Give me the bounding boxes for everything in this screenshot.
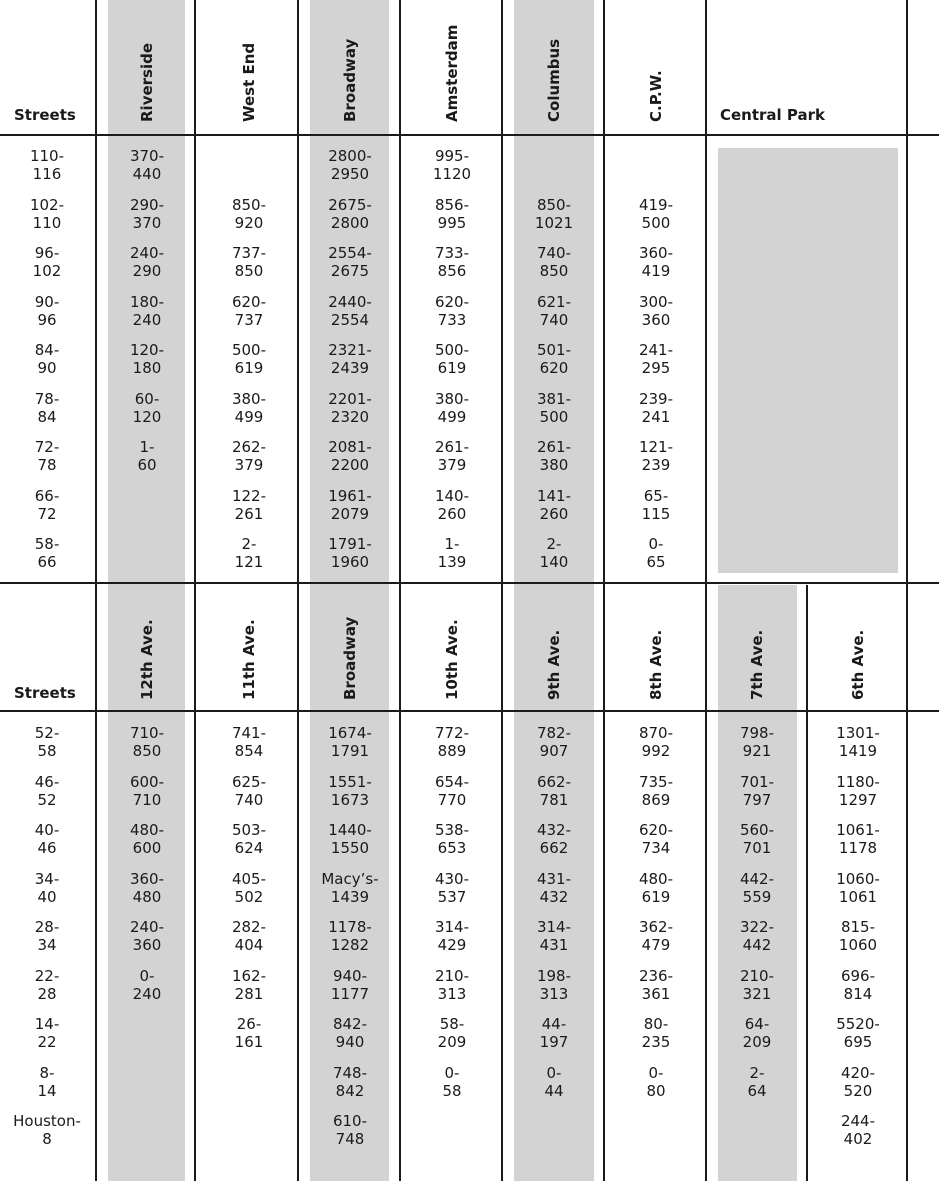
address-range: 5520- 695	[836, 1015, 880, 1051]
address-range: 995- 1120	[432, 147, 472, 183]
address-range: 300- 360	[638, 292, 674, 329]
street-range: 90- 96	[34, 292, 60, 329]
street-range: 58- 66	[34, 535, 60, 571]
column-header-c-p-w-: C.P.W.	[647, 70, 665, 122]
address-range: 1551- 1673	[328, 772, 372, 809]
address-range: 2554- 2675	[328, 244, 372, 280]
column-header-11th-ave-: 11th Ave.	[240, 619, 258, 700]
address-range: 1791- 1960	[328, 535, 372, 571]
column-divider	[399, 0, 401, 1181]
column-divider	[297, 0, 299, 1181]
street-range: 22- 28	[34, 966, 60, 1003]
address-range: 381- 500	[536, 389, 572, 426]
street-range: 78- 84	[34, 389, 60, 426]
address-range: 1178- 1282	[328, 918, 372, 954]
address-range: 430- 537	[434, 869, 470, 906]
address-range: 122- 261	[231, 486, 267, 523]
address-range: 180- 240	[129, 292, 165, 329]
address-range: 2675- 2800	[328, 195, 372, 232]
address-range: 500- 619	[434, 341, 470, 377]
address-range: 600- 710	[129, 772, 165, 809]
address-range: 141- 260	[536, 486, 572, 523]
address-range: 420- 520	[840, 1063, 876, 1100]
address-range: 80- 235	[641, 1015, 671, 1051]
address-range: 1301- 1419	[836, 724, 880, 760]
address-range: 940- 1177	[330, 966, 370, 1003]
address-range: 701- 797	[739, 772, 775, 809]
address-range: 560- 701	[739, 821, 775, 857]
address-range: 362- 479	[638, 918, 674, 954]
street-range: 102- 110	[29, 195, 65, 232]
address-range: 0- 240	[132, 966, 162, 1003]
address-range: 360- 480	[129, 869, 165, 906]
address-range: 850- 920	[231, 195, 267, 232]
address-range: 322- 442	[739, 918, 775, 954]
address-range: 261- 380	[536, 438, 572, 474]
street-range: 14- 22	[34, 1015, 60, 1051]
street-range: 28- 34	[34, 918, 60, 954]
column-header-columbus: Columbus	[545, 38, 563, 122]
column-header-riverside: Riverside	[138, 42, 156, 122]
address-range: 240- 360	[129, 918, 165, 954]
address-range: 290- 370	[129, 195, 165, 232]
address-range: 282- 404	[231, 918, 267, 954]
address-range: 210- 321	[739, 966, 775, 1003]
streets-header-lower: Streets	[14, 684, 76, 702]
column-header-broadway: Broadway	[341, 38, 359, 122]
address-range: 240- 290	[129, 244, 165, 280]
address-range: 1961- 2079	[328, 486, 372, 523]
address-range: 64- 209	[742, 1015, 772, 1051]
address-range: 1- 60	[137, 438, 157, 474]
address-range: 432- 662	[536, 821, 572, 857]
header-rule-lower	[0, 710, 939, 712]
address-range: 442- 559	[739, 869, 775, 906]
address-range: 500- 619	[231, 341, 267, 377]
column-divider	[194, 0, 196, 1181]
address-range: 380- 499	[434, 389, 470, 426]
column-divider	[806, 585, 808, 1181]
address-range: 261- 379	[434, 438, 470, 474]
address-range: 244- 402	[840, 1112, 876, 1148]
address-range: 1061- 1178	[836, 821, 880, 857]
column-divider	[705, 0, 707, 1181]
section-divider	[0, 582, 939, 584]
address-range: 2201- 2320	[328, 389, 372, 426]
address-range: 405- 502	[231, 869, 267, 906]
street-range: 110- 116	[29, 147, 65, 183]
street-range: 8- 14	[37, 1063, 57, 1100]
address-range: 503- 624	[231, 821, 267, 857]
address-range: 737- 850	[231, 244, 267, 280]
address-range: 58- 209	[437, 1015, 467, 1051]
street-range: 34- 40	[34, 869, 60, 906]
address-range: 2- 140	[539, 535, 569, 571]
address-range: 2- 64	[747, 1063, 767, 1100]
address-range: 620- 733	[434, 292, 470, 329]
address-range: 621- 740	[536, 292, 572, 329]
street-range: 40- 46	[34, 821, 60, 857]
address-range: 710- 850	[129, 724, 165, 760]
column-header-8th-ave-: 8th Ave.	[647, 629, 665, 700]
address-range: 431- 432	[536, 869, 572, 906]
address-range: 60- 120	[132, 389, 162, 426]
address-range: 360- 419	[638, 244, 674, 280]
address-range: 870- 992	[638, 724, 674, 760]
address-range: 2321- 2439	[328, 341, 372, 377]
column-divider	[95, 0, 97, 1181]
address-range: 1060- 1061	[836, 869, 880, 906]
street-range: 72- 78	[34, 438, 60, 474]
column-header-6th-ave-: 6th Ave.	[849, 629, 867, 700]
address-range: 480- 619	[638, 869, 674, 906]
streets-header-upper: Streets	[14, 106, 76, 124]
header-rule-upper	[0, 134, 939, 136]
column-divider	[603, 0, 605, 1181]
address-range: 0- 65	[646, 535, 666, 571]
address-range: 210- 313	[434, 966, 470, 1003]
street-range: 46- 52	[34, 772, 60, 809]
address-range: 44- 197	[539, 1015, 569, 1051]
address-range: 815- 1060	[838, 918, 878, 954]
address-range: 1180- 1297	[836, 772, 880, 809]
column-header-west-end: West End	[240, 42, 258, 122]
address-range: 0- 58	[442, 1063, 462, 1100]
address-range: 538- 653	[434, 821, 470, 857]
address-range: 625- 740	[231, 772, 267, 809]
street-range: 52- 58	[34, 724, 60, 760]
address-range: 610- 748	[332, 1112, 368, 1148]
address-range: 1440- 1550	[328, 821, 372, 857]
address-range: 162- 281	[231, 966, 267, 1003]
address-range: 239- 241	[638, 389, 674, 426]
address-range: 120- 180	[129, 341, 165, 377]
column-divider	[906, 0, 908, 1181]
column-header-9th-ave-: 9th Ave.	[545, 629, 563, 700]
address-range: 740- 850	[536, 244, 572, 280]
address-range: 236- 361	[638, 966, 674, 1003]
address-range: 842- 940	[332, 1015, 368, 1051]
column-header-broadway: Broadway	[341, 616, 359, 700]
central-park-header: Central Park	[720, 106, 825, 124]
address-range: 733- 856	[434, 244, 470, 280]
address-range: 798- 921	[739, 724, 775, 760]
column-header-amsterdam: Amsterdam	[443, 24, 461, 122]
column-divider	[501, 0, 503, 1181]
address-range: 380- 499	[231, 389, 267, 426]
address-range: 850- 1021	[534, 195, 574, 232]
address-range: 241- 295	[638, 341, 674, 377]
column-header-12th-ave-: 12th Ave.	[138, 619, 156, 700]
address-range: 314- 431	[536, 918, 572, 954]
shade-columbus-9th	[514, 0, 594, 1181]
address-range: 370- 440	[129, 147, 165, 183]
address-range: 2081- 2200	[328, 438, 372, 474]
address-range: 696- 814	[840, 966, 876, 1003]
address-range: 65- 115	[641, 486, 671, 523]
address-range: 662- 781	[536, 772, 572, 809]
street-range: Houston- 8	[13, 1112, 81, 1148]
address-range: 0- 80	[646, 1063, 666, 1100]
address-range: 620- 734	[638, 821, 674, 857]
column-header-10th-ave-: 10th Ave.	[443, 619, 461, 700]
address-range: 654- 770	[434, 772, 470, 809]
address-range: 2- 121	[234, 535, 264, 571]
address-range: 480- 600	[129, 821, 165, 857]
address-range: Macy’s- 1439	[321, 869, 379, 906]
address-range: 140- 260	[434, 486, 470, 523]
address-range: 856- 995	[434, 195, 470, 232]
address-range: 782- 907	[536, 724, 572, 760]
address-range: 620- 737	[231, 292, 267, 329]
address-range: 2440- 2554	[328, 292, 372, 329]
address-range: 1674- 1791	[328, 724, 372, 760]
column-header-7th-ave-: 7th Ave.	[748, 629, 766, 700]
address-range: 121- 239	[638, 438, 674, 474]
address-range: 748- 842	[332, 1063, 368, 1100]
street-range: 84- 90	[34, 341, 60, 377]
address-range: 0- 44	[544, 1063, 564, 1100]
address-range: 26- 161	[234, 1015, 264, 1051]
address-range: 198- 313	[536, 966, 572, 1003]
street-range: 66- 72	[34, 486, 60, 523]
street-range: 96- 102	[32, 244, 62, 280]
address-range: 735- 869	[638, 772, 674, 809]
address-range: 419- 500	[638, 195, 674, 232]
address-range: 501- 620	[536, 341, 572, 377]
address-range: 2800- 2950	[328, 147, 372, 183]
shade-central-park	[718, 148, 898, 573]
address-range: 1- 139	[437, 535, 467, 571]
address-range: 262- 379	[231, 438, 267, 474]
address-range: 314- 429	[434, 918, 470, 954]
address-range: 772- 889	[434, 724, 470, 760]
address-range: 741- 854	[231, 724, 267, 760]
